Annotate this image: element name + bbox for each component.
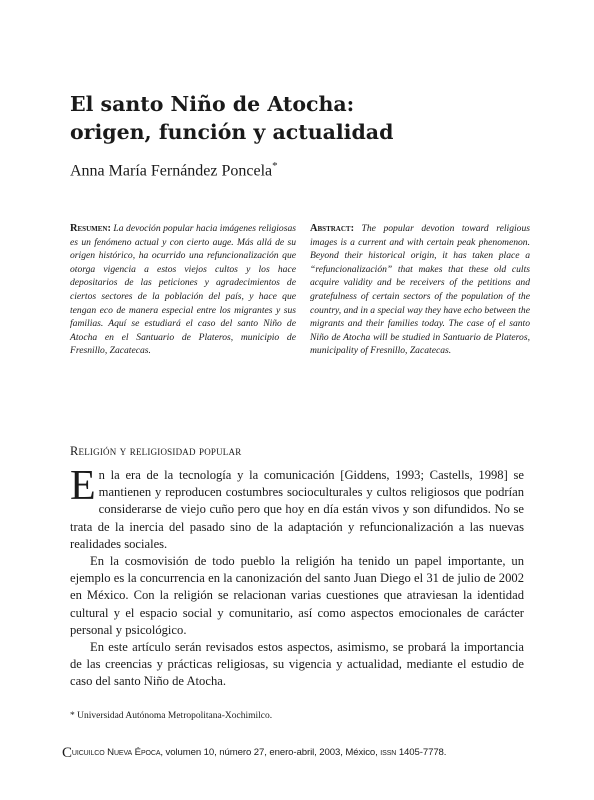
journal-citation: , volumen 10, número 27, enero-abril, 2003, México, <box>160 747 378 758</box>
abstract-spanish-label: Resumen: <box>70 223 111 234</box>
paragraph-1 <box>70 463 524 553</box>
abstract-english <box>310 222 530 358</box>
issn-label: issn <box>380 747 397 758</box>
journal-name: uicuilco <box>71 747 105 758</box>
abstract-english-text: The popular devotion toward religious images is a current and with certain peak phenomenon. Beyond their historical origin, it has taken place a “refuncionalización” that makes that these old cults acquire validity and be receivers of the petitions and gratefulness of certain sectors of the population of the country, and in a special way they have echo between the migrants and their families today. The case of el santo Niño de Atocha will be studied in Santuario de Plateros, municipality of Fresnillo, Zacatecas. <box>310 223 530 357</box>
author-line <box>70 160 278 180</box>
footnote: * Universidad Autónoma Metropolitana-Xochimilco. <box>70 711 273 721</box>
section-heading: Religión y religiosidad popular <box>70 444 242 458</box>
paragraph-1-text: n la era de la tecnología y la comunicación [Giddens, 1993; Castells, 1998] se mantienen y reproducen costumbres socioculturales y cultos religiosos que podrían considerarse de viejo cuño pero que hoy en día están vivos y son difundidos. No se trata de la inercia del pasado sino de la adaptación y refuncionalización a las nuevas realidades sociales. <box>70 468 524 551</box>
drop-cap: E <box>70 463 96 509</box>
journal-series: Nueva Época <box>107 747 161 758</box>
issn-number: 1405-7778. <box>398 747 447 758</box>
article-title <box>70 90 530 146</box>
author-name: Anna María Fernández Poncela <box>70 162 273 180</box>
title-line-2: origen, función y actualidad <box>70 120 394 144</box>
body-text <box>70 463 524 691</box>
abstract-spanish-text: La devoción popular hacia imágenes religiosas es un fenómeno actual y con cierto auge. Más allá de su origen histórico, ha ocurrido una refuncionalización que otorga vigencia a estos viejos cultos y los hace depositarios de las peticiones y agradecimientos de ciertos sectores de la población del país, y hace que tengan eco de manera especial entre los migrantes y sus familias. Aquí se estudiará el caso del santo Niño de Atocha en el Santuario de Plateros, municipio de Fresnillo, Zacatecas. <box>70 223 296 357</box>
paragraph-2: En la cosmovisión de todo pueblo la religión ha tenido un papel importante, un ejemplo es la concurrencia en la canonización del santo Juan Diego el 31 de julio de 2002 en México. Con la religión se relacionan varias cuestiones que atraviesan la identidad cultural y el espacio social y comunitario, así como aspectos emocionales de carácter personal y psicológico. <box>70 554 524 637</box>
paragraph-3: En este artículo serán revisados estos aspectos, asimismo, se probará la importancia de las creencias y prácticas religiosas, su vigencia y actualidad, mediante el estudio de caso del santo Niño de Atocha. <box>70 640 524 689</box>
journal-initial: C <box>62 745 72 761</box>
abstract-spanish <box>70 222 296 358</box>
abstract-english-label: Abstract: <box>310 223 355 234</box>
title-line-1: El santo Niño de Atocha: <box>70 92 355 116</box>
author-footnote-mark: * <box>272 160 278 172</box>
journal-footer <box>62 745 446 762</box>
